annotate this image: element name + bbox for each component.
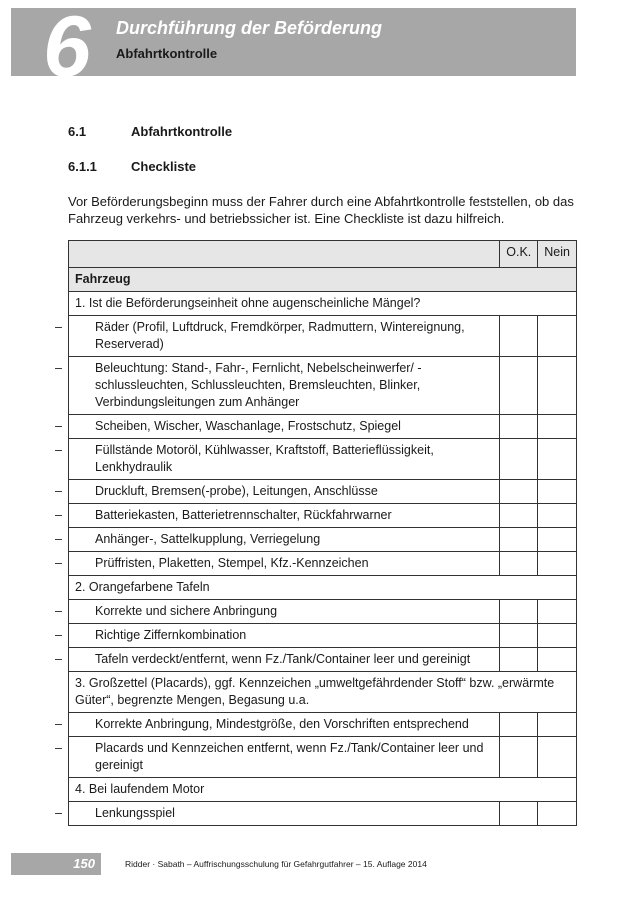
- nein-check-cell[interactable]: [538, 552, 577, 576]
- nein-check-cell[interactable]: [538, 624, 577, 648]
- checklist-item-cell: [55, 802, 500, 826]
- checklist-item-row: [69, 439, 577, 480]
- checklist-item-cell: [55, 648, 500, 672]
- page-number-band: [11, 853, 101, 875]
- checklist-item-text: Korrekte und sichere Anbringung: [95, 604, 278, 618]
- checklist-item-row: [69, 624, 577, 648]
- checklist-item-text: Anhänger-, Sattelkupplung, Verriegelung: [95, 532, 321, 546]
- checklist-item-cell: [55, 624, 500, 648]
- checklist-item-cell: [55, 713, 500, 737]
- ok-check-cell[interactable]: [500, 552, 538, 576]
- checklist-item-cell: [55, 528, 500, 552]
- nein-check-cell[interactable]: [538, 600, 577, 624]
- nein-check-cell[interactable]: [538, 316, 577, 357]
- checklist-item-cell: [55, 504, 500, 528]
- checklist-item-cell: [55, 316, 500, 357]
- checklist-item-text: Korrekte Anbringung, Mindestgröße, den Vorschriften entsprechend: [95, 717, 469, 731]
- checklist-item-row: [69, 600, 577, 624]
- checklist-item-text: Druckluft, Bremsen(-probe), Leitungen, Anschlüsse: [95, 484, 378, 498]
- checklist-item-content: [55, 627, 493, 644]
- nein-check-cell[interactable]: [538, 504, 577, 528]
- checklist-item-content: [55, 360, 493, 411]
- nein-check-cell[interactable]: [538, 415, 577, 439]
- checklist-item-cell: [55, 552, 500, 576]
- nein-check-cell[interactable]: [538, 528, 577, 552]
- checklist-section-label: 3. Großzettel (Placards), ggf. Kennzeichen „umweltgefährdender Stoff“ bzw. „erwärmte Güter“, begrenzte Mengen, Begasung u.a.: [69, 672, 577, 713]
- checklist-item-cell: [55, 737, 500, 778]
- checklist-item-row: [69, 552, 577, 576]
- checklist-item-text: Batteriekasten, Batterietrennschalter, Rückfahrwarner: [95, 508, 392, 522]
- dash-bullet: –: [55, 556, 62, 570]
- checklist-item-text: Placards und Kennzeichen entfernt, wenn Fz./Tank/Container leer und gereinigt: [95, 741, 484, 772]
- chapter-number: 6: [43, 0, 89, 95]
- checklist-item-cell: [55, 439, 500, 480]
- checklist-item-content: [55, 805, 493, 822]
- checklist-item-row: [69, 504, 577, 528]
- table-header-row: [69, 241, 577, 268]
- chapter-title: Durchführung der Beförderung: [116, 18, 382, 38]
- section-title: Abfahrtkontrolle: [131, 124, 233, 139]
- checklist-item-text: Beleuchtung: Stand-, Fahr-, Fernlicht, Nebelscheinwerfer/ -schlussleuchten, Schlussleuchten, Bremsleuchten, Blinker, Verbindungsleitungen zum Anhänger: [95, 361, 422, 409]
- chapter-subtitle: Abfahrtkontrolle: [116, 46, 218, 61]
- checklist-item-row: [69, 316, 577, 357]
- checklist-item-text: Scheiben, Wischer, Waschanlage, Frostschutz, Spiegel: [95, 419, 401, 433]
- group-row: [69, 268, 577, 292]
- checklist-item-row: [69, 648, 577, 672]
- checklist-item-content: [55, 319, 493, 353]
- checklist-item-cell: [55, 357, 500, 415]
- page-number: 150: [73, 856, 95, 871]
- footer-citation: Ridder · Sabath – Auffrischungsschulung für Gefahrgutfahrer – 15. Auflage 2014: [125, 859, 427, 869]
- checklist-section-row: [69, 576, 577, 600]
- header-blank-cell: [69, 241, 500, 268]
- checklist-table: [55, 240, 577, 826]
- nein-check-cell[interactable]: [538, 648, 577, 672]
- dash-bullet: –: [55, 741, 62, 755]
- col-ok-header: O.K.: [500, 241, 538, 268]
- col-nein-header: Nein: [538, 241, 577, 268]
- dash-bullet: –: [55, 628, 62, 642]
- subsection-title: Checkliste: [131, 159, 197, 174]
- checklist-item-text: Prüffristen, Plaketten, Stempel, Kfz.-Kennzeichen: [95, 556, 369, 570]
- dash-bullet: –: [55, 604, 62, 618]
- dash-bullet: –: [55, 320, 62, 334]
- group-label: Fahrzeug: [69, 268, 577, 292]
- checklist-item-cell: [55, 600, 500, 624]
- dash-bullet: –: [55, 717, 62, 731]
- checklist-item-row: [69, 802, 577, 826]
- checklist-item-text: Lenkungsspiel: [95, 806, 175, 820]
- checklist-item-content: [55, 531, 493, 548]
- checklist-section-row: [69, 778, 577, 802]
- ok-check-cell[interactable]: [500, 528, 538, 552]
- nein-check-cell[interactable]: [538, 713, 577, 737]
- checklist-item-content: [55, 483, 493, 500]
- checklist-item-text: Füllstände Motoröl, Kühlwasser, Kraftstoff, Batterieflüssigkeit, Lenkhydraulik: [95, 443, 434, 474]
- ok-check-cell[interactable]: [500, 802, 538, 826]
- checklist-section-row: [69, 292, 577, 316]
- checklist-item-cell: [55, 415, 500, 439]
- ok-check-cell[interactable]: [500, 480, 538, 504]
- checklist-item-content: [55, 507, 493, 524]
- checklist-item-cell: [55, 480, 500, 504]
- subsection-number: 6.1.1: [68, 159, 97, 174]
- checklist-section-label: 2. Orangefarbene Tafeln: [69, 576, 577, 600]
- checklist-item-content: [55, 603, 493, 620]
- dash-bullet: –: [55, 419, 62, 433]
- checklist-body: [55, 268, 577, 826]
- nein-check-cell[interactable]: [538, 480, 577, 504]
- checklist-item-content: [55, 442, 493, 476]
- dash-bullet: –: [55, 508, 62, 522]
- checklist-item-text: Tafeln verdeckt/entfernt, wenn Fz./Tank/Container leer und gereinigt: [95, 652, 471, 666]
- checklist-section-label: 1. Ist die Beförderungseinheit ohne augenscheinliche Mängel?: [69, 292, 577, 316]
- nein-check-cell[interactable]: [538, 439, 577, 480]
- ok-check-cell[interactable]: [500, 415, 538, 439]
- checklist-item-row: [69, 528, 577, 552]
- checklist-item-row: [69, 737, 577, 778]
- checklist-item-row: [69, 713, 577, 737]
- checklist-item-row: [69, 415, 577, 439]
- ok-check-cell[interactable]: [500, 316, 538, 357]
- checklist-item-text: Richtige Ziffernkombination: [95, 628, 247, 642]
- ok-check-cell[interactable]: [500, 713, 538, 737]
- dash-bullet: –: [55, 484, 62, 498]
- dash-bullet: –: [55, 806, 62, 820]
- intro-paragraph: Vor Beförderungsbeginn muss der Fahrer durch eine Abfahrtkontrolle feststellen, ob das Fahrzeug verkehrs- und betriebssicher ist. Eine Checkliste ist dazu hilfreich.: [68, 194, 574, 226]
- checklist-item-content: [55, 418, 493, 435]
- checklist-item-row: [69, 357, 577, 415]
- checklist-section-label: 4. Bei laufendem Motor: [69, 778, 577, 802]
- nein-check-cell[interactable]: [538, 802, 577, 826]
- ok-check-cell[interactable]: [500, 648, 538, 672]
- checklist-item-row: [69, 480, 577, 504]
- checklist-item-content: [55, 651, 493, 668]
- ok-check-cell[interactable]: [500, 357, 538, 415]
- dash-bullet: –: [55, 443, 62, 457]
- checklist-item-text: Räder (Profil, Luftdruck, Fremdkörper, Radmuttern, Wintereignung, Reserverad): [95, 320, 465, 351]
- ok-check-cell[interactable]: [500, 504, 538, 528]
- ok-check-cell[interactable]: [500, 600, 538, 624]
- checklist-item-content: [55, 555, 493, 572]
- checklist-item-content: [55, 740, 493, 774]
- ok-check-cell[interactable]: [500, 624, 538, 648]
- ok-check-cell[interactable]: [500, 439, 538, 480]
- ok-check-cell[interactable]: [500, 737, 538, 778]
- checklist-item-content: [55, 716, 493, 733]
- dash-bullet: –: [55, 361, 62, 375]
- dash-bullet: –: [55, 652, 62, 666]
- dash-bullet: –: [55, 532, 62, 546]
- section-number: 6.1: [68, 124, 87, 139]
- chapter-header-band: [11, 0, 576, 95]
- nein-check-cell[interactable]: [538, 737, 577, 778]
- checklist-section-row: [69, 672, 577, 713]
- nein-check-cell[interactable]: [538, 357, 577, 415]
